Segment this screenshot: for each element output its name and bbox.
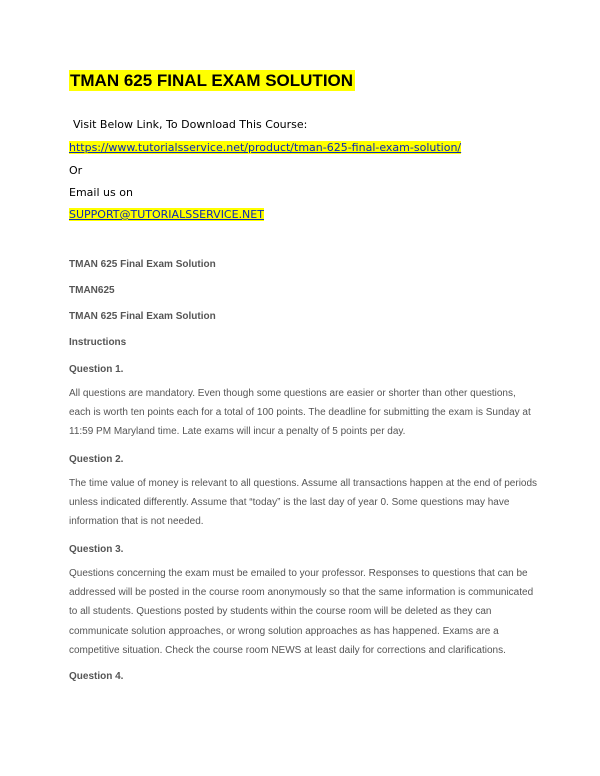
question-4-label: Question 4. [69,671,124,682]
question-1-label: Question 1. [69,364,124,375]
section-heading-2: TMAN625 [69,285,115,296]
question-3-label: Question 3. [69,544,124,555]
section-heading-1: TMAN 625 Final Exam Solution [69,259,216,270]
course-link[interactable]: https://www.tutorialsservice.net/product/tman-625-final-exam-solution/ [69,141,462,154]
or-text: Or [69,164,83,177]
email-link[interactable]: SUPPORT@TUTORIALSSERVICE.NET [69,208,264,221]
section-heading-3: TMAN 625 Final Exam Solution [69,311,216,322]
question-1-text: All questions are mandatory. Even though some questions are easier or shorter than other questions, each is worth ten points each for a total of 100 points. The deadline for submitting the exam is Sunday at 11:59 PM Maryland time. Late exams will incur a penalty of 5 points per day. [69,388,531,438]
course-link-row [69,141,461,155]
visit-text: Visit Below Link, To Download This Course: [73,118,308,131]
question-3-text: Questions concerning the exam must be emailed to your professor. Responses to questions that can be addressed will be posted in the course room anonymously so that the same information is communicated to all students. Questions posted by students within the course room will be deleted as they can communicate solution approaches, or wrong solution approaches as has happened. Exams are a competitive situation. Check the course room NEWS at least daily for corrections and clarifications. [69,568,534,656]
email-link-row [69,208,264,222]
email-text: Email us on [69,186,133,199]
question-2-label: Question 2. [69,454,124,465]
question-2-text: The time value of money is relevant to all questions. Assume all transactions happen at the end of periods unless indicated differently. Assume that “today” is the last day of year 0. Some questions may have information that is not needed. [69,478,538,528]
instructions-heading: Instructions [69,337,127,348]
page-title: TMAN 625 FINAL EXAM SOLUTION [70,71,354,90]
